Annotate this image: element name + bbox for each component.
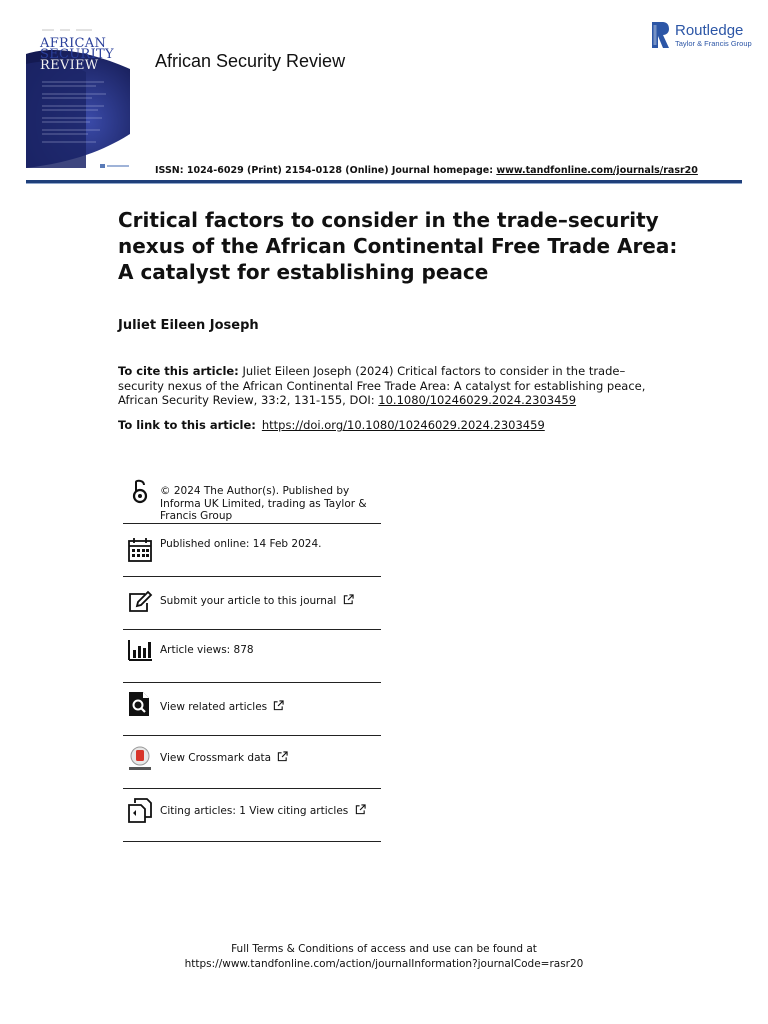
published-row — [123, 524, 381, 577]
citation-doi-link[interactable]: 10.1080/10246029.2024.2303459 — [378, 393, 577, 407]
citing-row[interactable] — [123, 789, 381, 842]
article-title: Critical factors to consider in the trade–security nexus of the African Continental Free Trade Area: A catalyst for establishing peace — [118, 208, 678, 284]
article-link-label: To link to this article: — [118, 418, 256, 432]
citation-label: To cite this article: — [118, 364, 239, 378]
citing-articles-link[interactable] — [160, 804, 382, 818]
article-link-block — [118, 418, 545, 432]
article-doi-url[interactable]: https://doi.org/10.1080/10246029.2024.2303459 — [261, 418, 545, 432]
published-date: Published online: 14 Feb 2024. — [160, 538, 322, 550]
bar-chart-icon — [127, 638, 153, 664]
open-access-row — [123, 477, 381, 524]
crossmark-row[interactable] — [123, 736, 381, 789]
routledge-r-icon — [652, 22, 670, 48]
edit-icon — [127, 589, 153, 615]
search-document-icon — [127, 691, 153, 717]
citation-text: Juliet Eileen Joseph (2024) Critical factors to consider in the trade–security nexus of the African Continental Free Trade Area: A catalyst for establishing peace, African Security Review, 33:2, 131-155, DOI: — [118, 364, 646, 407]
cover-title-line-3: REVIEW — [40, 58, 99, 73]
open-access-text: © 2024 The Author(s). Published by Informa UK Limited, trading as Taylor & Francis Group — [160, 485, 367, 522]
submit-row[interactable] — [123, 577, 381, 630]
related-articles-link[interactable] — [160, 700, 382, 714]
submit-article-text: Submit your article to this journal — [160, 595, 337, 607]
journal-name: African Security Review — [155, 51, 346, 71]
publisher-subtitle: Taylor & Francis Group — [675, 39, 752, 48]
header-divider-thin — [26, 183, 742, 184]
related-articles-text: View related articles — [160, 701, 268, 713]
calendar-icon — [127, 537, 153, 563]
issn-text: ISSN: 1024-6029 (Print) 2154-0128 (Online) Journal homepage: — [155, 165, 497, 176]
related-row[interactable] — [123, 683, 381, 736]
external-link-icon — [273, 700, 284, 711]
publisher-name: Routledge — [675, 22, 744, 39]
cover-title — [40, 38, 114, 71]
article-views: Article views: 878 — [160, 644, 254, 656]
crossmark-icon — [127, 746, 153, 772]
views-row — [123, 630, 381, 683]
issn-line — [155, 165, 698, 176]
open-access-icon — [127, 479, 153, 505]
external-link-icon — [343, 594, 354, 605]
submit-article-link[interactable] — [160, 594, 382, 608]
terms-url[interactable]: https://www.tandfonline.com/action/journalInformation?journalCode=rasr20 — [184, 958, 584, 970]
citation-block — [118, 364, 648, 408]
terms-line-1: Full Terms & Conditions of access and use can be found at — [231, 943, 537, 955]
taylor-francis-mini-logo — [100, 162, 130, 170]
external-link-icon — [355, 804, 366, 815]
journal-homepage-link[interactable]: www.tandfonline.com/journals/rasr20 — [496, 165, 698, 176]
terms-footer — [0, 942, 768, 972]
citing-articles-icon — [127, 797, 153, 823]
cover-title-line-1: AFRICAN — [40, 36, 107, 51]
external-link-icon — [277, 751, 288, 762]
publisher-logo[interactable] — [652, 20, 752, 50]
crossmark-link[interactable] — [160, 751, 382, 765]
journal-cover — [26, 24, 130, 168]
article-author: Juliet Eileen Joseph — [118, 318, 259, 333]
article-info-list — [123, 477, 381, 842]
citing-articles-text: Citing articles: 1 View citing articles — [160, 805, 349, 817]
cover-title-line-2: SECURITY — [40, 47, 114, 62]
crossmark-text: View Crossmark data — [160, 752, 272, 764]
